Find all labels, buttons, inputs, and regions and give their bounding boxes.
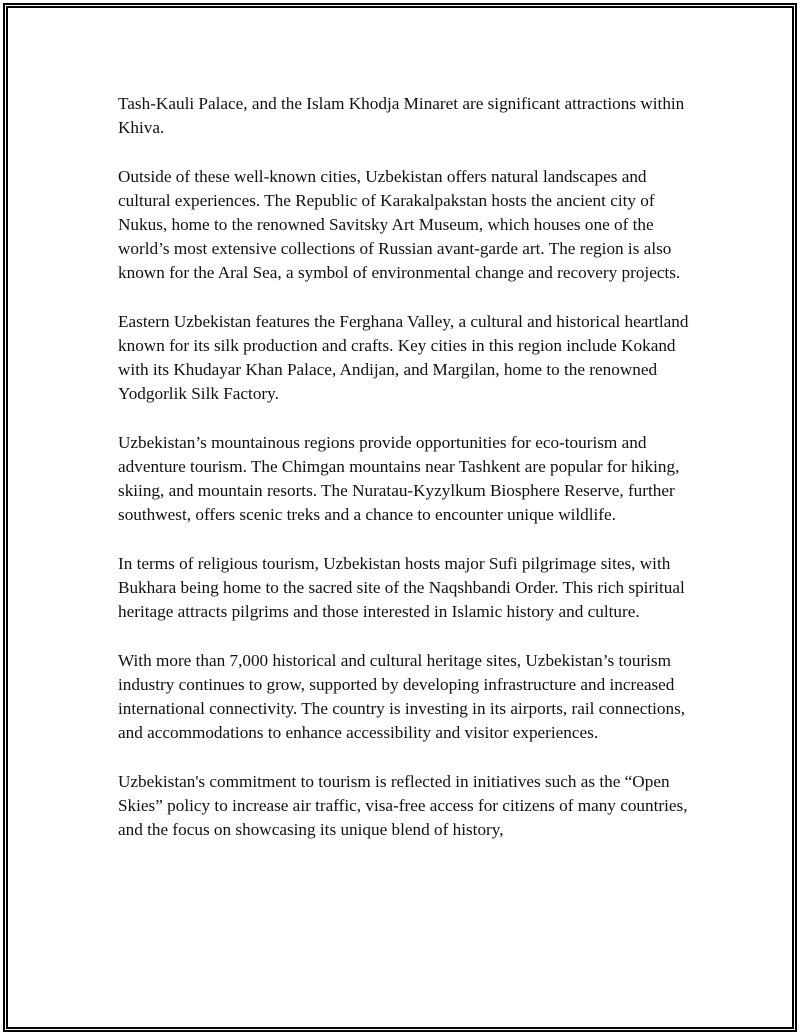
paragraph-heritage-sites: With more than 7,000 historical and cultural heritage sites, Uzbekistan’s tourism industry continues to grow, supported by developing infrastructure and increased international connectivity. The country is investing in its airports, rail connections, and accommodations to enhance accessibility and visitor experiences. bbox=[118, 650, 686, 743]
paragraph-ferghana-valley: Eastern Uzbekistan features the Ferghana Valley, a cultural and historical heartland known for its silk production and crafts. Key cities in this region include Kokand with its Khudayar Khan Palace, Andijan, and Margilan, home to the renowned Yodgorlik Silk Factory. bbox=[118, 311, 689, 404]
paragraph-mountain-regions: Uzbekistan’s mountainous regions provide opportunities for eco-tourism and adventure tourism. The Chimgan mountains near Tashkent are popular for hiking, skiing, and mountain resorts. The Nuratau-Kyzylkum Biosphere Reserve, further southwest, offers scenic treks and a chance to encounter unique wildlife. bbox=[118, 432, 680, 525]
paragraph-karakalpakstan: Outside of these well-known cities, Uzbekistan offers natural landscapes and cultural experiences. The Republic of Karakalpakstan hosts the ancient city of Nukus, home to the renowned Savitsky Art Museum, which houses one of the world’s most extensive collections of Russian avant-garde art. The region is also known for the Aral Sea, a symbol of environmental change and recovery projects. bbox=[118, 166, 681, 283]
paragraph-religious-tourism: In terms of religious tourism, Uzbekistan hosts major Sufi pilgrimage sites, with Bukhara being home to the sacred site of the Naqshbandi Order. This rich spiritual heritage attracts pilgrims and those interested in Islamic history and culture. bbox=[118, 553, 685, 622]
paragraph-tourism-commitment: Uzbekistan's commitment to tourism is reflected in initiatives such as the “Open Skies” policy to increase air traffic, visa-free access for citizens of many countries, and the focus on showcasing its unique blend of history, bbox=[118, 771, 688, 839]
paragraph-khiva-attractions: Tash-Kauli Palace, and the Islam Khodja Minaret are significant attractions within Khiva. bbox=[118, 94, 685, 138]
document-body bbox=[118, 92, 698, 866]
